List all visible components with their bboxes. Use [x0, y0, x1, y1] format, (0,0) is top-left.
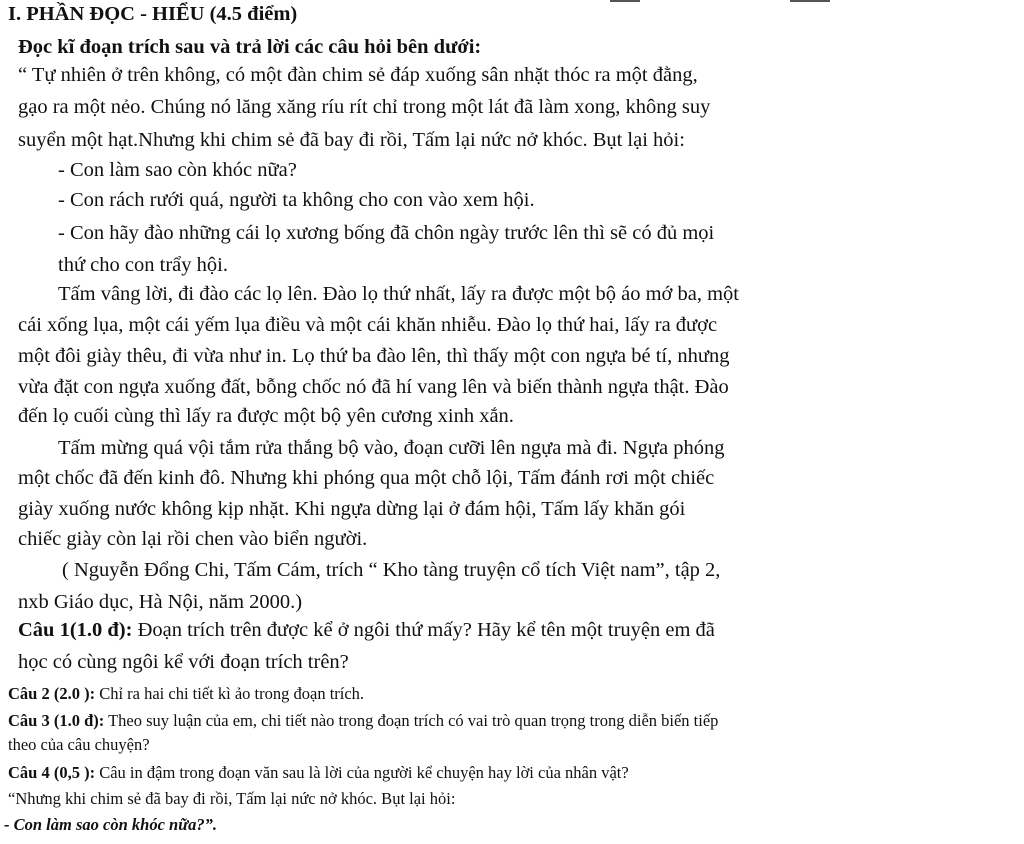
top-edge-mark [610, 0, 640, 2]
top-edge-mark [790, 0, 830, 2]
passage-line: - Con làm sao còn khóc nữa? [58, 159, 297, 181]
passage-line: gạo ra một nẻo. Chúng nó lăng xăng ríu rít chỉ trong một lát đã làm xong, không suy [18, 96, 711, 118]
question-1-label: Câu 1(1.0 đ): [18, 619, 133, 641]
passage-line: “ Tự nhiên ở trên không, có một đàn chim sẻ đáp xuống sân nhặt thóc ra một đằng, [18, 64, 698, 86]
passage-line: suyển một hạt.Nhưng khi chim sẻ đã bay đi rồi, Tấm lại nức nở khóc. Bụt lại hỏi: [18, 129, 685, 151]
question-3 [8, 710, 718, 732]
passage-line: cái xống lụa, một cái yếm lụa điều và một cái khăn nhiễu. Đào lọ thứ hai, lấy ra được [18, 314, 718, 336]
question-4-bold-quote: - Con làm sao còn khóc nữa?”. [4, 815, 217, 834]
passage-line: thứ cho con trẩy hội. [58, 254, 228, 276]
question-3-continued: theo của câu chuyện? [8, 735, 150, 754]
question-4-text: Câu in đậm trong đoạn văn sau là lời của người kể chuyện hay lời của nhân vật? [95, 763, 629, 782]
passage-line: Tấm mừng quá vội tắm rửa thắng bộ vào, đoạn cưỡi lên ngựa mà đi. Ngựa phóng [58, 437, 725, 459]
question-1-text: Đoạn trích trên được kể ở ngôi thứ mấy? Hãy kể tên một truyện em đã [132, 619, 715, 641]
question-2-label: Câu 2 (2.0 ): [8, 684, 96, 703]
passage-line: vừa đặt con ngựa xuống đất, bỗng chốc nó đã hí vang lên và biến thành ngựa thật. Đào [18, 376, 729, 398]
question-4 [8, 762, 629, 784]
question-1-continued: học có cùng ngôi kể với đoạn trích trên? [18, 651, 349, 673]
question-3-label: Câu 3 (1.0 đ): [8, 711, 105, 730]
section-title: I. PHẦN ĐỌC - HIỂU (4.5 điểm) [8, 3, 298, 25]
passage-line: đến lọ cuối cùng thì lấy ra được một bộ yên cương xinh xắn. [18, 405, 514, 427]
question-4-quote: “Nhưng khi chim sẻ đã bay đi rồi, Tấm lại nức nở khóc. Bụt lại hỏi: [8, 789, 456, 808]
passage-line: một chốc đã đến kinh đô. Nhưng khi phóng qua một chỗ lội, Tấm đánh rơi một chiếc [18, 467, 715, 489]
passage-line: chiếc giày còn lại rồi chen vào biển người. [18, 528, 368, 550]
question-2-text: Chỉ ra hai chi tiết kì ảo trong đoạn trích. [95, 684, 365, 703]
question-1 [18, 616, 715, 644]
passage-line: một đôi giày thêu, đi vừa như in. Lọ thứ ba đào lên, thì thấy một con ngựa bé tí, nhưng [18, 345, 730, 367]
passage-line: giày xuống nước không kịp nhặt. Khi ngựa dừng lại ở đám hội, Tấm lấy khăn gói [18, 498, 686, 520]
passage-line: - Con rách rưới quá, người ta không cho con vào xem hội. [58, 189, 535, 211]
passage-line: Tấm vâng lời, đi đào các lọ lên. Đào lọ thứ nhất, lấy ra được một bộ áo mớ ba, một [58, 283, 739, 305]
question-2 [8, 683, 364, 705]
question-4-label: Câu 4 (0,5 ): [8, 763, 96, 782]
citation-line: ( Nguyễn Đổng Chi, Tấm Cám, trích “ Kho tàng truyện cổ tích Việt nam”, tập 2, [62, 559, 721, 581]
instruction: Đọc kĩ đoạn trích sau và trả lời các câu hỏi bên dưới: [18, 36, 482, 58]
question-3-text: Theo suy luận của em, chi tiết nào trong đoạn trích có vai trò quan trọng trong diễn biến tiếp [104, 711, 719, 730]
passage-line: - Con hãy đào những cái lọ xương bống đã chôn ngày trước lên thì sẽ có đủ mọi [58, 222, 715, 244]
citation-line: nxb Giáo dục, Hà Nội, năm 2000.) [18, 591, 303, 613]
